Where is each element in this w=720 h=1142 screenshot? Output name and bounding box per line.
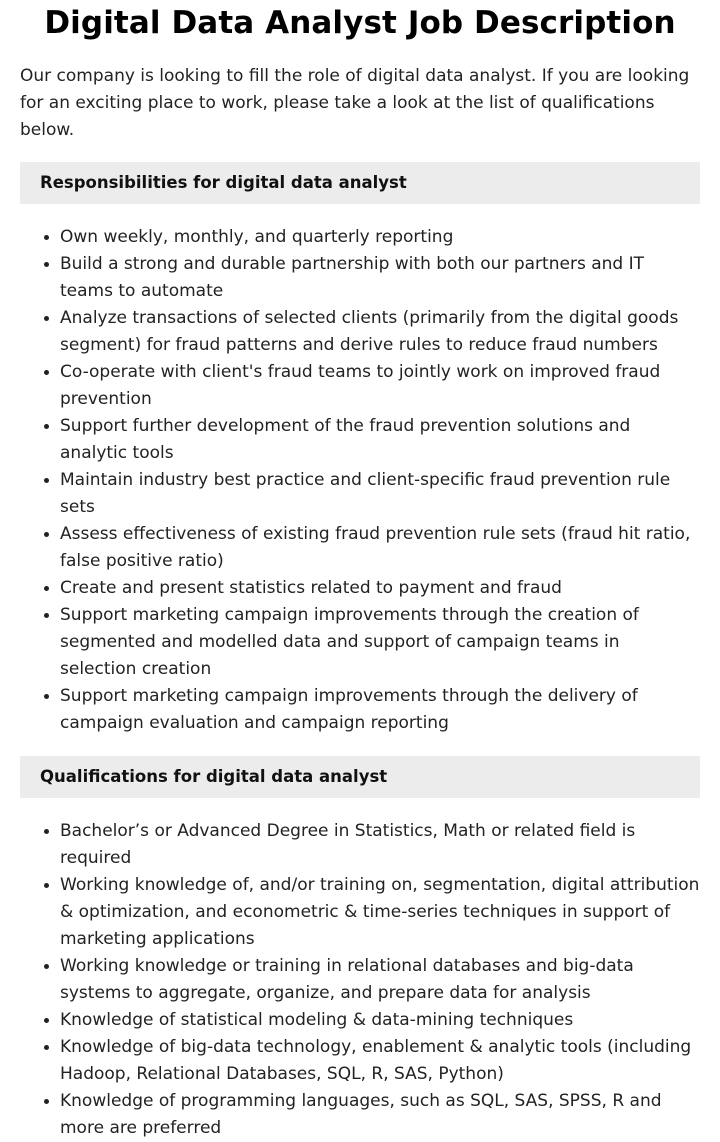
list-item: Bachelor’s or Advanced Degree in Statistics, Math or related field is required bbox=[60, 818, 700, 872]
list-item: Knowledge of programming languages, such as SQL, SAS, SPSS, R and more are preferred bbox=[60, 1088, 700, 1142]
list-item: Knowledge of statistical modeling & data-mining techniques bbox=[60, 1007, 700, 1034]
list-item: Assess effectiveness of existing fraud prevention rule sets (fraud hit ratio, false positive ratio) bbox=[60, 521, 700, 575]
qualifications-heading: Qualifications for digital data analyst bbox=[20, 756, 700, 798]
page-title: Digital Data Analyst Job Description bbox=[44, 5, 676, 41]
list-item: Support marketing campaign improvements through the delivery of campaign evaluation and campaign reporting bbox=[60, 683, 700, 737]
list-item: Support marketing campaign improvements through the creation of segmented and modelled data and support of campaign teams in selection creation bbox=[60, 602, 700, 683]
responsibilities-list bbox=[20, 224, 700, 737]
list-item: Knowledge of big-data technology, enablement & analytic tools (including Hadoop, Relational Databases, SQL, R, SAS, Python) bbox=[60, 1034, 700, 1088]
list-item: Own weekly, monthly, and quarterly reporting bbox=[60, 224, 700, 251]
list-item: Working knowledge or training in relational databases and big-data systems to aggregate, organize, and prepare data for analysis bbox=[60, 953, 700, 1007]
list-item: Analyze transactions of selected clients (primarily from the digital goods segment) for fraud patterns and derive rules to reduce fraud numbers bbox=[60, 305, 700, 359]
intro-paragraph: Our company is looking to fill the role of digital data analyst. If you are looking for an exciting place to work, please take a look at the list of qualifications below. bbox=[20, 66, 690, 140]
list-item: Maintain industry best practice and client-specific fraud prevention rule sets bbox=[60, 467, 700, 521]
qualifications-list bbox=[20, 818, 700, 1142]
list-item: Build a strong and durable partnership with both our partners and IT teams to automate bbox=[60, 251, 700, 305]
list-item: Co-operate with client's fraud teams to jointly work on improved fraud prevention bbox=[60, 359, 700, 413]
responsibilities-heading: Responsibilities for digital data analyst bbox=[20, 162, 700, 204]
list-item: Support further development of the fraud prevention solutions and analytic tools bbox=[60, 413, 700, 467]
list-item: Working knowledge of, and/or training on, segmentation, digital attribution & optimization, and econometric & time-series techniques in support of marketing applications bbox=[60, 872, 700, 953]
list-item: Create and present statistics related to payment and fraud bbox=[60, 575, 700, 602]
